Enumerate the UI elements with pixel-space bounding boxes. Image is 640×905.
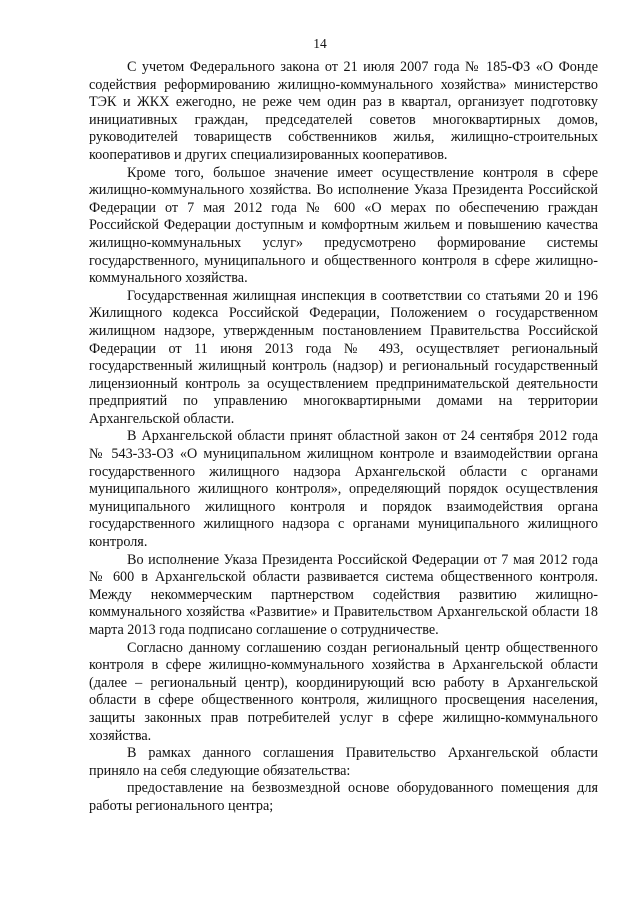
paragraph-federal-law-185: С учетом Федерального закона от 21 июля 2007 года № 185-ФЗ «О Фонде содействия реформированию жилищно-коммунального хозяйства» министерство ТЭК и ЖКХ ежегодно, не реже чем один раз в квартал, организует подготовку инициативных граждан, председателей советов многоквартирных домов, руководителей товариществ собственников жилья, жилищно-строительных кооперативов и других специализированных кооперативов. xyxy=(89,59,598,163)
paragraph-obligation-premises: предоставление на безвозмездной основе оборудованного помещения для работы регионального центра; xyxy=(89,780,598,814)
page-number: 14 xyxy=(313,36,327,51)
paragraph-housing-control: Кроме того, большое значение имеет осуществление контроля в сфере жилищно-коммунального хозяйства. Во исполнение Указа Президента Российской Федерации от 7 мая 2012 года № 600 «О мерах по обеспечению граждан Российской Федерации доступным и комфортным жильем и повышению качества жилищно-коммунальных услуг» предусмотрено формирование системы государственного, муниципального и общественного контроля в сфере жилищно-коммунального хозяйства. xyxy=(89,164,598,287)
paragraph-obligations-intro: В рамках данного соглашения Правительство Архангельской области приняло на себя следующие обязательства: xyxy=(89,745,598,779)
paragraph-regional-law: В Архангельской области принят областной закон от 24 сентября 2012 года № 543-33-ОЗ «О муниципальном жилищном контроле и взаимодействии органа государственного жилищного надзора Архангельской области с органами муниципального жилищного контроля», определяющий порядок осуществления муниципального жилищного контроля и порядок взаимодействия органа государственного жилищного надзора с органами муниципального жилищного контроля. xyxy=(89,428,598,551)
paragraph-public-control: Во исполнение Указа Президента Российской Федерации от 7 мая 2012 года № 600 в Архангельской области развивается система общественного контроля. Между некоммерческим партнерством содействия развитию жилищно-коммунального хозяйства «Развитие» и Правительством Архангельской области 18 марта 2013 года подписано соглашение о сотрудничестве. xyxy=(89,551,598,638)
paragraph-regional-center: Согласно данному соглашению создан региональный центр общественного контроля в сфере жилищно-коммунального хозяйства в Архангельской области (далее – региональный центр), координирующий всю работу в Архангельской области в сфере общественного контроля, жилищного просвещения населения, защиты законных прав потребителей услуг в сфере жилищно-коммунального хозяйства. xyxy=(89,639,598,744)
paragraph-housing-inspection: Государственная жилищная инспекция в соответствии со статьями 20 и 196 Жилищного кодекса Российской Федерации, Положением о государственном жилищном надзоре, утвержденным постановлением Правительства Российской Федерации от 11 июня 2013 года № 493, осуществляет региональный государственный жилищный контроль (надзор) и региональный государственный лицензионный контроль за осуществлением предпринимательской деятельности предприятий по управлению многоквартирными домами на территории Архангельской области. xyxy=(89,287,598,427)
document-body xyxy=(89,59,598,816)
